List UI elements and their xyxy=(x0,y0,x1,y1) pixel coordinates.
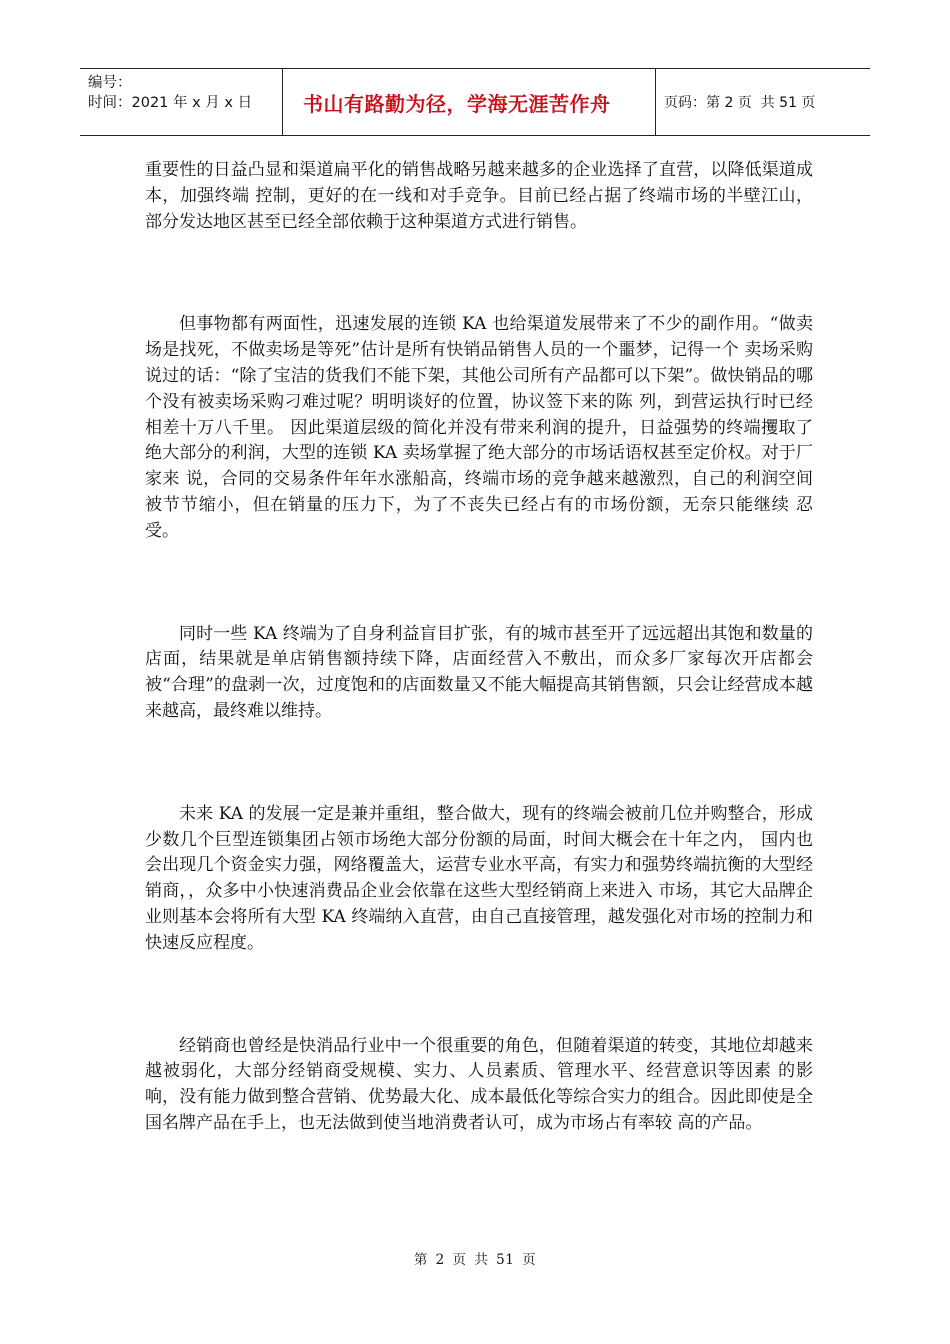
header-motto: 书山有路勤为径，学海无涯苦作舟 xyxy=(303,91,611,116)
header-page-info: 页码：第 2 页 共 51 页 xyxy=(664,95,816,111)
footer-page-number: 第 2 页 共 51 页 xyxy=(413,1252,537,1268)
paragraph-spacer xyxy=(145,725,813,802)
header-page-cell xyxy=(656,69,870,135)
header-meta-cell xyxy=(80,69,283,135)
paragraph-spacer xyxy=(145,545,813,622)
document-date: 时间：2021 年 x 月 x 日 xyxy=(88,95,253,111)
paragraph-spacer xyxy=(145,957,813,1034)
paragraph: 同时一些 KA 终端为了自身利益盲目扩张，有的城市甚至开了远远超出其饱和数量的店面，结果就是单店销售额持续下降，店面经营入不敷出，而众多厂家每次开店都会被“合理”的盘剥一次，过度饱和的店面数量又不能大幅提高其销售额，只会让经营成本越来越高，最终难以维持。 xyxy=(145,623,813,721)
paragraph: 但事物都有两面性，迅速发展的连锁 KA 也给渠道发展带来了不少的副作用。“做卖场是找死，不做卖场是等死”估计是所有快销品销售人员的一个噩梦，记得一个 卖场采购说过的话：“除了宝洁的货我们不能下架，其他公司所有产品都可以下架”。做快销品的哪个没有被卖场采购刁难过呢？明明谈好的位置，协议签下来的陈 列，到营运执行时已经相差十万八千里。 因此渠道层级的简化并没有带来利润的提升，日益强势的终端攫取了绝大部分的利润，大型的连锁 KA 卖场掌握了绝大部分的市场话语权甚至定价权。对于厂家来 说，合同的交易条件年年水涨船高，终端市场的竞争越来越激烈，自己的利润空间被节节缩小，但在销量的压力下，为了不丧失已经占有的市场份额，无奈只能继续 忍受。 xyxy=(145,314,813,541)
header-table xyxy=(80,68,870,136)
page-footer xyxy=(0,1248,950,1268)
paragraph-spacer xyxy=(145,235,813,312)
document-number-label: 编号： xyxy=(88,75,132,91)
header-motto-cell xyxy=(283,69,656,135)
document-body xyxy=(145,158,813,1137)
paragraph: 重要性的日益凸显和渠道扁平化的销售战略另越来越多的企业选择了直营，以降低渠道成本，加强终端 控制，更好的在一线和对手竞争。目前已经占据了终端市场的半壁江山，部分发达地区甚至已经全部依赖于这种渠道方式进行销售。 xyxy=(145,160,813,232)
paragraph: 未来 KA 的发展一定是兼并重组，整合做大，现有的终端会被前几位并购整合，形成少数几个巨型连锁集团占领市场绝大部分份额的局面，时间大概会在十年之内， 国内也会出现几个资金实力强，网络覆盖大，运营专业水平高，有实力和强势终端抗衡的大型经销商，，众多中小快速消费品企业会依靠在这些大型经销商上来进入 市场，其它大品牌企业则基本会将所有大型 KA 终端纳入直营，由自己直接管理，越发强化对市场的控制力和快速反应程度。 xyxy=(145,803,813,953)
paragraph: 经销商也曾经是快消品行业中一个很重要的角色，但随着渠道的转变，其地位却越来越被弱化，大部分经销商受规模、实力、人员素质、管理水平、经营意识等因素 的影响，没有能力做到整合营销、优势最大化、成本最低化等综合实力的组合。因此即使是全国名牌产品在手上，也无法做到使当地消费者认可，成为市场占有率较 高的产品。 xyxy=(145,1035,813,1133)
